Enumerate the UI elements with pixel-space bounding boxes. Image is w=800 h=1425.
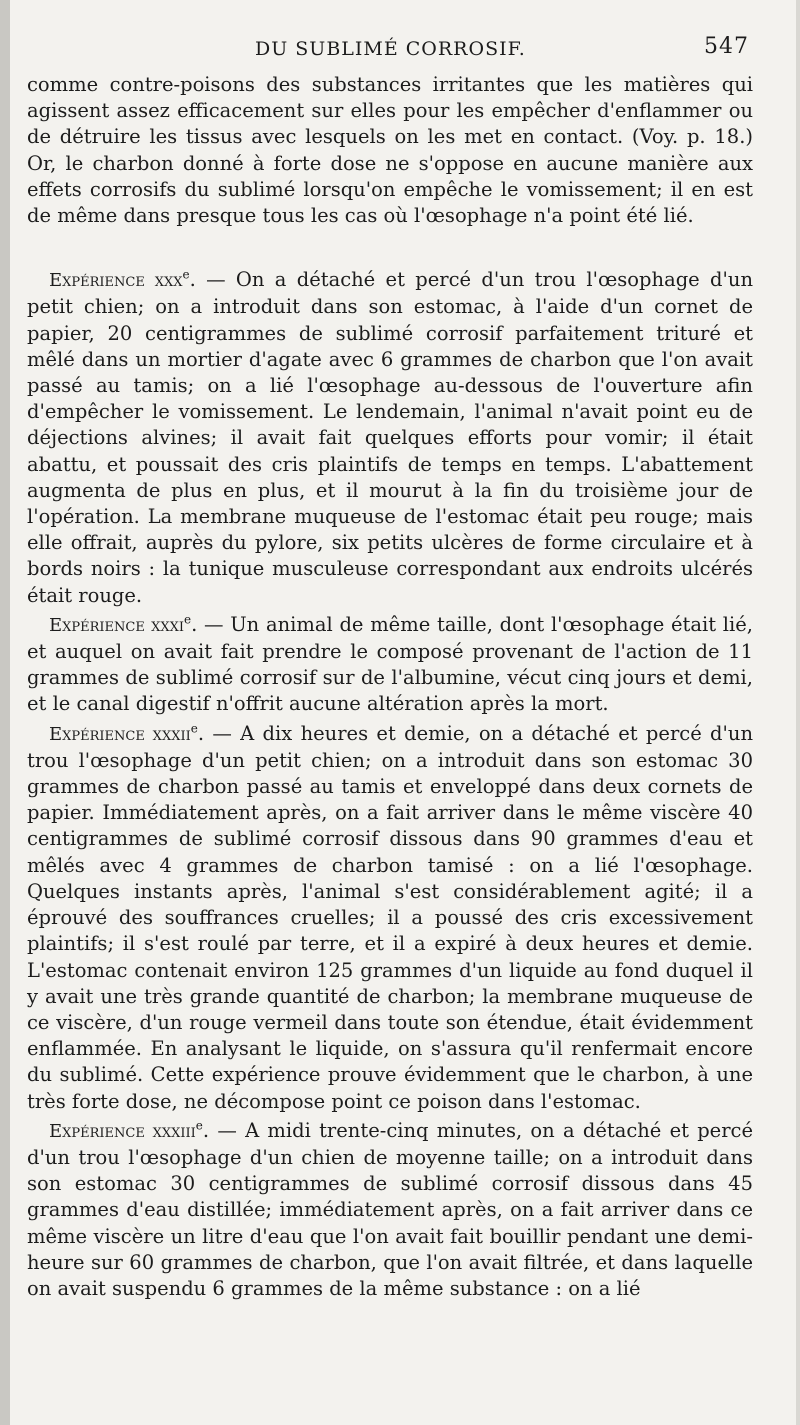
experiment-text: . — On a détaché et percé d'un trou l'œsophage d'un petit chien; on a introduit dans son estomac, à l'aide d'un cornet de papier, 20 centigrammes de sublimé corrosif parfaitement trituré et mêlé dans un mortier d'agate avec 6 grammes de charbon que l'on avait passé au tamis; on a lié l'œsophage au-dessous de l'ouverture afin d'empêcher le vomissement. Le lendemain, l'animal n'avait point eu de déjections alvines; il avait fait quelques efforts pour vomir; il était abattu, et poussait des cris plaintifs de temps en temps. L'abattement augmenta de plus en plus, et il mourut à la fin du troisième jour de l'opération. La membrane muqueuse de l'estomac était peu rouge; mais elle offrait, auprès du pylore, six petits ulcères de forme circulaire et à bords noirs : la tunique musculeuse correspondant aux endroits ulcérés était rouge. bbox=[27, 268, 754, 607]
experiment-label: Expérience xxxiii bbox=[49, 1120, 196, 1142]
running-title: DU SUBLIMÉ CORROSIF. bbox=[255, 38, 526, 60]
ordinal-suffix: e bbox=[195, 1118, 203, 1133]
page-header bbox=[27, 32, 753, 66]
experiment-label: Expérience xxxii bbox=[49, 723, 191, 745]
ordinal-suffix: e bbox=[190, 721, 198, 736]
experiment-xxxi bbox=[27, 612, 753, 718]
page-edge-shadow bbox=[0, 0, 10, 1425]
ordinal-suffix: e bbox=[184, 612, 192, 627]
page-number: 547 bbox=[704, 34, 749, 59]
book-page bbox=[27, 32, 753, 1302]
experiment-text: . — Un animal de même taille, dont l'œsophage était lié, et auquel on avait fait prendre le composé provenant de l'action de 11 grammes de sublimé corrosif sur de l'albumine, vécut cinq jours et demi, et le canal digestif n'offrit aucune altération après la mort. bbox=[27, 612, 753, 716]
ordinal-suffix: e bbox=[182, 267, 190, 282]
experiment-text: . — A dix heures et demie, on a détaché et percé d'un trou l'œsophage d'un petit chien; on a introduit dans son estomac 30 grammes de charbon passé au tamis et enveloppé dans deux cornets de papier. Immédiatement après, on a fait arriver dans le même viscère 40 centigrammes de sublimé corrosif dissous dans 90 grammes d'eau et mêlés avec 4 grammes de charbon tamisé : on a lié l'œsophage. Quelques instants après, l'animal s'est considérablement agité; il a éprouvé des souffrances cruelles; il a poussé des cris excessivement plaintifs; il s'est roulé par terre, et il a expiré à deux heures et demie. L'estomac contenait environ 125 grammes d'un liquide au fond duquel il y avait une très grande quantité de charbon; la membrane muqueuse de ce viscère, d'un rouge vermeil dans toute son étendue, était évidemment enflammée. En analysant le liquide, on s'assura qu'il renfermait encore du sublimé. Cette expérience prouve évidemment que le charbon, à une très forte dose, ne décompose point ce poison dans l'estomac. bbox=[27, 721, 753, 1113]
intro-paragraph: comme contre-poisons des substances irritantes que les matières qui agissent assez efficacement sur elles pour les empêcher d'enflammer ou de détruire les tissus avec lesquels on les met en contact. (Voy. p. 18.) Or, le charbon donné à forte dose ne s'oppose en aucune manière aux effets corrosifs du sublimé lorsqu'on empêche le vomissement; il en est de même dans presque tous les cas où l'œsophage n'a point été lié. bbox=[27, 73, 753, 228]
experiment-xxxii bbox=[27, 721, 753, 1115]
experiment-label: Expérience xxx bbox=[49, 270, 183, 292]
experiment-xxxiii bbox=[27, 1118, 753, 1302]
page-edge-right bbox=[796, 0, 800, 1425]
experiment-text: . — A midi trente-cinq minutes, on a détaché et percé d'un trou l'œsophage d'un chien de moyenne taille; on a introduit dans son estomac 30 centigrammes de sublimé corrosif dissous dans 45 grammes d'eau distillée; immédiatement après, on a fait arriver dans ce même viscère un litre d'eau que l'on avait fait bouillir pendant une demi-heure sur 60 grammes de charbon, que l'on avait filtrée, et dans laquelle on avait suspendu 6 grammes de la même substance : on a lié bbox=[27, 1118, 754, 1300]
experiment-label: Expérience xxxi bbox=[49, 614, 184, 636]
experiment-xxx bbox=[27, 267, 753, 609]
